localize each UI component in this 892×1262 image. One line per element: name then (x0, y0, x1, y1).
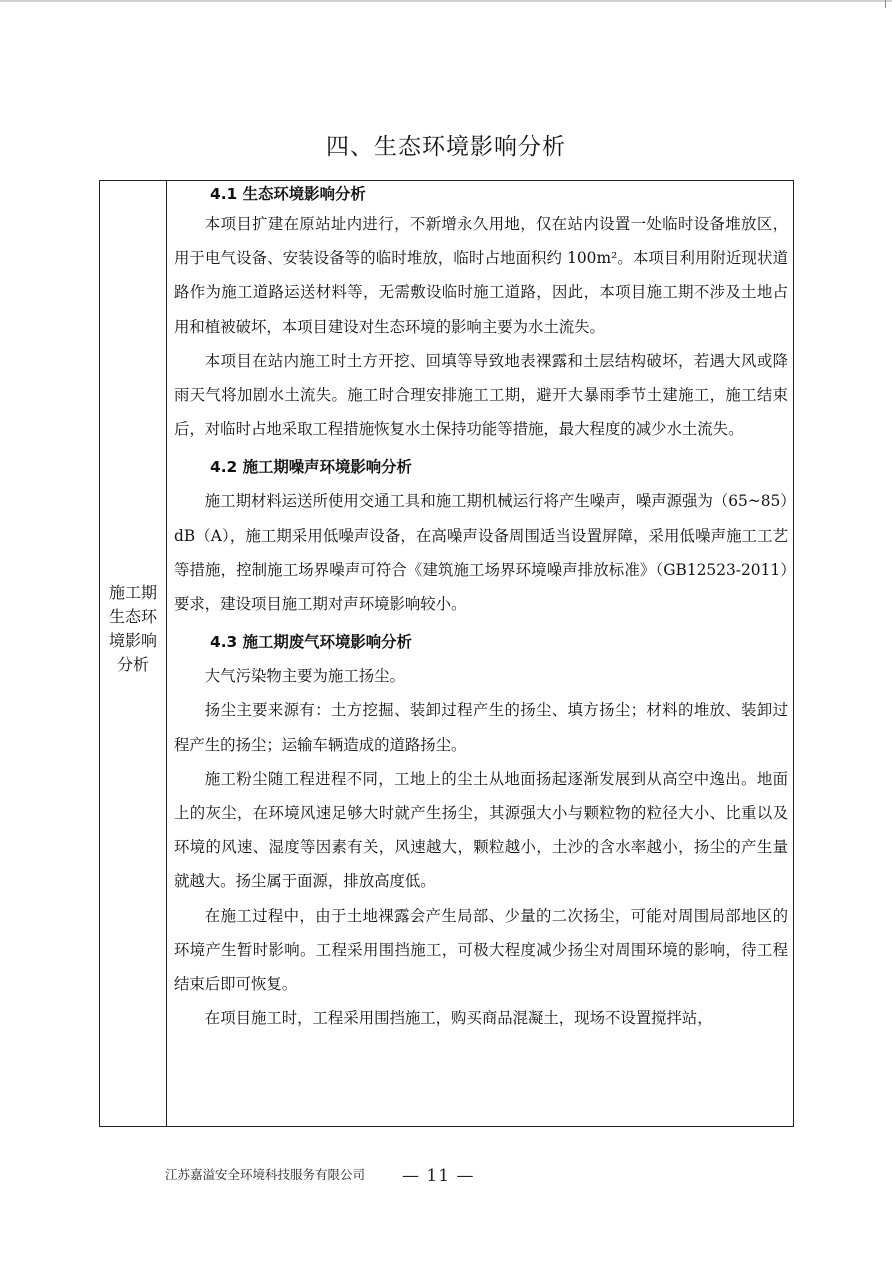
paragraph: 本项目扩建在原站址内进行，不新增永久用地，仅在站内设置一处临时设备堆放区，用于电气设备、安装设备等的临时堆放，临时占地面积约 100m²。本项目利用附近现状道路作为施工道路运送材料等，无需敷设临时施工道路，因此，本项目施工期不涉及土地占用和植被破坏，本项目建设对生态环境的影响主要为水土流失。 (174, 215, 788, 336)
row-label-line: 分析 (116, 655, 149, 674)
section-heading-4-3: 4.3 施工期废气环境影响分析 (210, 633, 412, 652)
page-number: — 11 — (402, 1166, 475, 1186)
paragraph: 在项目施工时，工程采用围挡施工，购买商品混凝土，现场不设置搅拌站， (204, 1009, 713, 1028)
section-heading-4-2: 4.2 施工期噪声环境影响分析 (210, 458, 412, 477)
section-heading-4-1: 4.1 生态环境影响分析 (210, 185, 366, 203)
row-label-line: 施工期 (108, 583, 157, 602)
paragraph: 扬尘主要来源有：土方挖掘、装卸过程产生的扬尘、填方扬尘；材料的堆放、装卸过程产生的扬尘；运输车辆造成的道路扬尘。 (174, 701, 788, 754)
row-label-line: 生态环 (108, 607, 157, 626)
paragraph: 大气污染物主要为施工扬尘。 (204, 667, 405, 686)
paragraph: 在施工过程中，由于土地裸露会产生局部、少量的二次扬尘，可能对周围局部地区的环境产生暂时影响。工程采用围挡施工，可极大程度减少扬尘对周围环境的影响，待工程结束后即可恢复。 (174, 906, 788, 994)
page-title: 四、生态环境影响分析 (326, 134, 566, 160)
analysis-table (99, 180, 794, 1127)
corner-mark (885, 0, 892, 8)
footer-company: 江苏嘉溢安全环境科技服务有限公司 (165, 1167, 366, 1182)
paragraph: 施工期材料运送所使用交通工具和施工期机械运行将产生噪声，噪声源强为（65~85）dB（A），施工期采用低噪声设备，在高噪声设备周围适当设置屏障，采用低噪声施工工艺等措施，控制施工场界噪声可符合《建筑施工场界环境噪声排放标准》（GB12523-2011）要求，建设项目施工期对声环境影响较小。 (174, 492, 788, 614)
row-label-line: 境影响 (108, 631, 157, 650)
top-border-line (0, 0, 892, 2)
column-divider (166, 181, 167, 1126)
analysis-content (174, 181, 788, 1035)
paragraph: 本项目在站内施工时土方开挖、回填等导致地表裸露和土层结构破坏，若遇大风或降雨天气将加剧水土流失。施工时合理安排施工工期，避开大暴雨季节土建施工，施工结束后，对临时占地采取工程措施恢复水土保持功能等措施，最大程度的减少水土流失。 (174, 351, 788, 439)
row-label (100, 581, 166, 677)
paragraph: 施工粉尘随工程进程不同，工地上的尘土从地面扬起逐渐发展到从高空中逸出。地面上的灰尘，在环境风速足够大时就产生扬尘，其源强大小与颗粒物的粒径大小、比重以及环境的风速、湿度等因素有关，风速越大，颗粒越小，土沙的含水率越小，扬尘的产生量就越大。扬尘属于面源，排放高度低。 (174, 769, 788, 891)
